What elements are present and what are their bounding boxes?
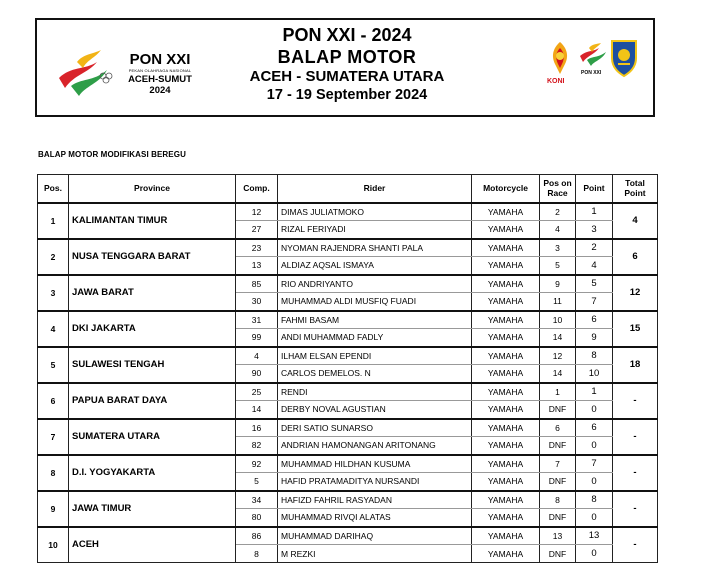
header-box [35,18,655,117]
rider-motorcycle: YAMAHA [472,491,540,509]
rider-motorcycle: YAMAHA [472,329,540,347]
date-title: 17 - 19 September 2024 [266,87,428,103]
team-position: 7 [38,419,69,455]
col-pos: Pos. [38,175,69,203]
rider-point: 7 [576,455,613,473]
team-position: 6 [38,383,69,419]
team-province: NUSA TENGGARA BARAT [69,239,236,275]
mini-pon-label: PON XXI [581,70,602,76]
rider-race-position: DNF [540,401,576,419]
rider-point: 10 [576,365,613,383]
rider-motorcycle: YAMAHA [472,203,540,221]
team-position: 8 [38,455,69,491]
shield-logo [609,38,639,78]
team-province: DKI JAKARTA [69,311,236,347]
team-total-point: - [613,491,658,527]
team-position: 1 [38,203,69,239]
rider-name: DERBY NOVAL AGUSTIAN [278,401,472,419]
rider-point: 3 [576,221,613,239]
table-row [38,275,658,293]
team-position: 9 [38,491,69,527]
rider-point: 0 [576,437,613,455]
rider-name: RIO ANDRIYANTO [278,275,472,293]
rider-comp-number: 80 [236,509,278,527]
table-header-row [38,175,658,203]
table-row [38,239,658,257]
rider-comp-number: 99 [236,329,278,347]
shield-emblem-icon [609,38,639,78]
team-total-point: - [613,527,658,563]
team-province: JAWA BARAT [69,275,236,311]
rider-name: MUHAMMAD HILDHAN KUSUMA [278,455,472,473]
table-row [38,527,658,545]
rider-point: 0 [576,545,613,563]
rider-race-position: 4 [540,221,576,239]
rider-point: 0 [576,473,613,491]
rider-motorcycle: YAMAHA [472,311,540,329]
rider-race-position: DNF [540,545,576,563]
rider-comp-number: 13 [236,257,278,275]
table-row [38,455,658,473]
rider-point: 9 [576,329,613,347]
rider-race-position: 14 [540,329,576,347]
team-province: KALIMANTAN TIMUR [69,203,236,239]
logo-host: ACEH-SUMUT [128,74,192,85]
rider-race-position: 14 [540,365,576,383]
rider-comp-number: 8 [236,545,278,563]
rider-motorcycle: YAMAHA [472,257,540,275]
rider-point: 6 [576,311,613,329]
rider-motorcycle: YAMAHA [472,239,540,257]
col-total-point: Total Point [613,175,658,203]
pon-swoosh-icon [57,48,117,100]
koni-logo [543,38,577,90]
rider-motorcycle: YAMAHA [472,401,540,419]
team-province: SUMATERA UTARA [69,419,236,455]
rider-name: CARLOS DEMELOS. N [278,365,472,383]
table-row [38,311,658,329]
team-total-point: 4 [613,203,658,239]
team-position: 3 [38,275,69,311]
rider-point: 13 [576,527,613,545]
rider-comp-number: 5 [236,473,278,491]
rider-comp-number: 12 [236,203,278,221]
rider-name: ALDIAZ AQSAL ISMAYA [278,257,472,275]
host-title: ACEH - SUMATERA UTARA [249,68,445,85]
rider-motorcycle: YAMAHA [472,221,540,239]
rider-name: HAFIZD FAHRIL RASYADAN [278,491,472,509]
rider-race-position: 13 [540,527,576,545]
team-total-point: 18 [613,347,658,383]
rider-race-position: 6 [540,419,576,437]
rider-motorcycle: YAMAHA [472,275,540,293]
team-province: PAPUA BARAT DAYA [69,383,236,419]
col-motorcycle: Motorcycle [472,175,540,203]
rider-name: MUHAMMAD DARIHAQ [278,527,472,545]
rider-motorcycle: YAMAHA [472,383,540,401]
team-province: JAWA TIMUR [69,491,236,527]
logo-year: 2024 [149,85,171,96]
rider-race-position: 9 [540,275,576,293]
team-position: 4 [38,311,69,347]
rider-name: HAFID PRATAMADITYA NURSANDI [278,473,472,491]
rider-name: ANDRIAN HAMONANGAN ARITONANG [278,437,472,455]
team-total-point: - [613,419,658,455]
table-row [38,383,658,401]
table-row [38,491,658,509]
team-province: SULAWESI TENGAH [69,347,236,383]
rider-name: FAHMI BASAM [278,311,472,329]
sport-title: BALAP MOTOR [277,47,417,67]
mini-pon-swoosh-icon [579,42,609,68]
col-comp: Comp. [236,175,278,203]
rider-race-position: DNF [540,473,576,491]
table-row [38,203,658,221]
rider-name: ANDI MUHAMMAD FADLY [278,329,472,347]
rider-point: 4 [576,257,613,275]
rider-name: DERI SATIO SUNARSO [278,419,472,437]
team-total-point: - [613,383,658,419]
rider-race-position: DNF [540,509,576,527]
rider-race-position: 5 [540,257,576,275]
event-title: PON XXI - 2024 [282,25,412,45]
results-body [38,203,658,563]
rider-comp-number: 92 [236,455,278,473]
mini-pon-logo [579,42,609,86]
rider-motorcycle: YAMAHA [472,365,540,383]
rider-motorcycle: YAMAHA [472,455,540,473]
rider-race-position: 12 [540,347,576,365]
rider-name: RENDI [278,383,472,401]
rider-name: M REZKI [278,545,472,563]
rider-point: 0 [576,401,613,419]
rider-name: MUHAMMAD ALDI MUSFIQ FUADI [278,293,472,311]
rider-race-position: 10 [540,311,576,329]
rider-comp-number: 4 [236,347,278,365]
team-total-point: - [613,455,658,491]
rider-comp-number: 34 [236,491,278,509]
rider-name: MUHAMMAD RIVQI ALATAS [278,509,472,527]
rider-motorcycle: YAMAHA [472,509,540,527]
col-rider: Rider [278,175,472,203]
rider-motorcycle: YAMAHA [472,293,540,311]
team-total-point: 6 [613,239,658,275]
rider-race-position: 3 [540,239,576,257]
rider-point: 1 [576,203,613,221]
team-position: 10 [38,527,69,563]
rider-comp-number: 85 [236,275,278,293]
pon-logo [57,48,207,104]
team-province: D.I. YOGYAKARTA [69,455,236,491]
rider-name: NYOMAN RAJENDRA SHANTI PALA [278,239,472,257]
team-total-point: 15 [613,311,658,347]
team-total-point: 12 [613,275,658,311]
rider-race-position: 1 [540,383,576,401]
rider-motorcycle: YAMAHA [472,545,540,563]
logo-subtitle: PEKAN OLAHRAGA NASIONAL [128,68,192,73]
rider-motorcycle: YAMAHA [472,437,540,455]
rider-name: RIZAL FERIYADI [278,221,472,239]
col-point: Point [576,175,613,203]
sponsor-logos [543,38,643,98]
rider-race-position: DNF [540,437,576,455]
koni-label: KONI [547,78,565,85]
rider-race-position: 2 [540,203,576,221]
rider-point: 8 [576,491,613,509]
results-table [37,174,658,563]
rider-point: 5 [576,275,613,293]
rider-name: DIMAS JULIATMOKO [278,203,472,221]
rider-race-position: 7 [540,455,576,473]
rider-comp-number: 16 [236,419,278,437]
col-province: Province [69,175,236,203]
rider-point: 8 [576,347,613,365]
col-pos-on-race: Pos on Race [540,175,576,203]
rider-comp-number: 90 [236,365,278,383]
rider-name: ILHAM ELSAN EPENDI [278,347,472,365]
rider-comp-number: 31 [236,311,278,329]
table-row [38,419,658,437]
rider-motorcycle: YAMAHA [472,527,540,545]
rider-motorcycle: YAMAHA [472,419,540,437]
table-row [38,347,658,365]
rider-point: 7 [576,293,613,311]
rider-point: 2 [576,239,613,257]
rider-comp-number: 23 [236,239,278,257]
team-position: 2 [38,239,69,275]
team-province: ACEH [69,527,236,563]
rider-motorcycle: YAMAHA [472,473,540,491]
rider-comp-number: 30 [236,293,278,311]
team-position: 5 [38,347,69,383]
section-title: BALAP MOTOR MODIFIKASI BEREGU [38,150,186,159]
rider-comp-number: 27 [236,221,278,239]
rider-comp-number: 82 [236,437,278,455]
koni-emblem-icon [543,38,577,78]
logo-title: PON XXI [129,51,191,68]
rider-race-position: 8 [540,491,576,509]
rider-point: 6 [576,419,613,437]
rider-comp-number: 86 [236,527,278,545]
rider-comp-number: 25 [236,383,278,401]
rider-comp-number: 14 [236,401,278,419]
rider-motorcycle: YAMAHA [472,347,540,365]
rider-point: 0 [576,509,613,527]
rider-point: 1 [576,383,613,401]
rider-race-position: 11 [540,293,576,311]
title-block [217,24,477,104]
